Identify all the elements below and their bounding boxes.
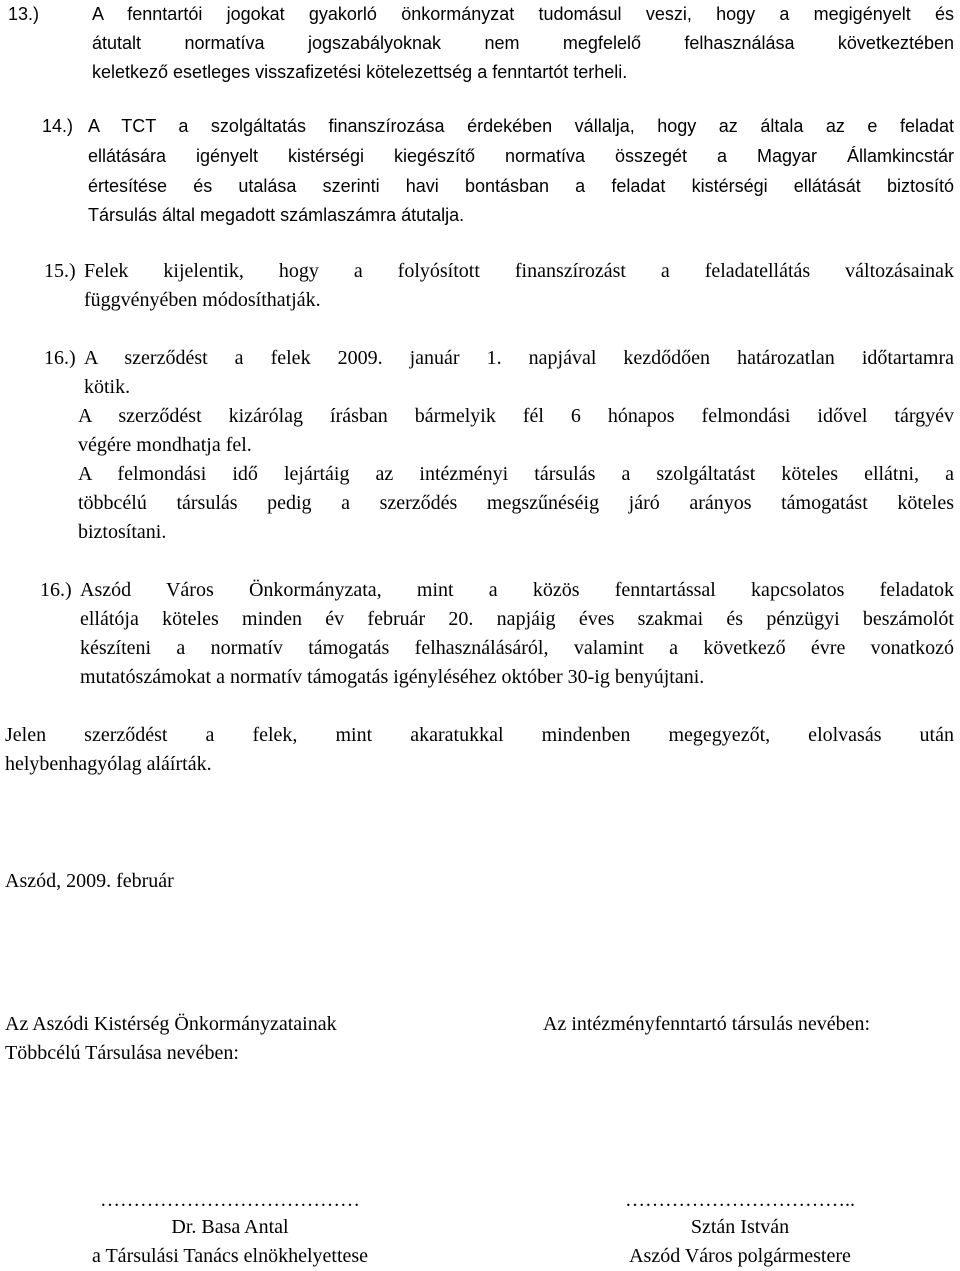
clause-line: függvényében módosíthatják.	[84, 289, 321, 311]
clause-line: Társulás által megadott számlaszámra átutalja.	[88, 205, 465, 225]
signatory-name: Dr. Basa Antal	[171, 1216, 289, 1238]
left-signatory-header: Többcélú Társulása nevében:	[5, 1042, 239, 1064]
signatory-title: Aszód Város polgármestere	[629, 1245, 851, 1267]
signatory-name: Sztán István	[690, 1216, 790, 1238]
clause-line: készíteni a normatív támogatás felhasználásáról, valamint a következő évre vonatkozó	[80, 637, 954, 659]
right-signatory-header: Az intézményfenntartó társulás nevében:	[543, 1013, 871, 1035]
clause-number: 13.)	[8, 4, 40, 24]
clause-line: Felek kijelentik, hogy a folyósított finanszírozást a feladatellátás változásainak	[84, 260, 954, 282]
signature-line: ……………………………..	[625, 1189, 855, 1211]
signatory-title: a Társulási Tanács elnökhelyettese	[91, 1245, 369, 1267]
closing-line: helybenhagyólag aláírták.	[5, 753, 212, 775]
clause-line: A felmondási idő lejártáig az intézményi társulás a szolgáltatást köteles ellátni, a	[78, 463, 954, 485]
clause-number: 16.)	[44, 347, 76, 369]
clause-line: A szerződést a felek 2009. január 1. napjával kezdődően határozatlan időtartamra	[84, 347, 954, 369]
signature-line: …………………………………	[100, 1189, 360, 1211]
clause-line: biztosítani.	[78, 521, 167, 543]
clause-line: kötik.	[84, 376, 131, 398]
clause-line: Aszód Város Önkormányzata, mint a közös fenntartással kapcsolatos feladatok	[80, 579, 954, 601]
clause-line: A fenntartói jogokat gyakorló önkormányzat tudomásul veszi, hogy a megigényelt és	[92, 4, 954, 24]
clause-line: mutatószámokat a normatív támogatás igényléséhez október 30-ig benyújtani.	[80, 666, 705, 688]
clause-line: többcélú társulás pedig a szerződés megszűnéséig járó arányos támogatást köteles	[78, 492, 954, 514]
clause-line: ellátója köteles minden év február 20. napjáig éves szakmai és pénzügyi beszámolót	[80, 608, 954, 630]
left-signatory-header: Az Aszódi Kistérség Önkormányzatainak	[5, 1013, 337, 1035]
clause-number: 14.)	[42, 116, 74, 136]
clause-line: A szerződést kizárólag írásban bármelyik fél 6 hónapos felmondási idővel tárgyév	[78, 405, 954, 427]
clause-line: A TCT a szolgáltatás finanszírozása érdekében vállalja, hogy az általa az e feladat	[88, 116, 954, 136]
clause-line: átutalt normatíva jogszabályoknak nem megfelelő felhasználása következtében	[92, 33, 954, 53]
place-date: Aszód, 2009. február	[5, 870, 174, 892]
closing-line: Jelen szerződést a felek, mint akaratukkal mindenben megegyezőt, elolvasás után	[5, 724, 954, 746]
clause-line: végére mondhatja fel.	[78, 434, 252, 456]
clause-line: ellátására igényelt kistérségi kiegészítő normatíva összegét a Magyar Államkincstár	[88, 146, 954, 166]
clause-number: 15.)	[44, 260, 76, 282]
clause-number: 16.)	[40, 579, 72, 601]
clause-line: keletkező esetleges visszafizetési kötelezettség a fenntartót terheli.	[92, 62, 628, 82]
clause-line: értesítése és utalása szerinti havi bontásban a feladat kistérségi ellátását biztosító	[88, 176, 954, 196]
